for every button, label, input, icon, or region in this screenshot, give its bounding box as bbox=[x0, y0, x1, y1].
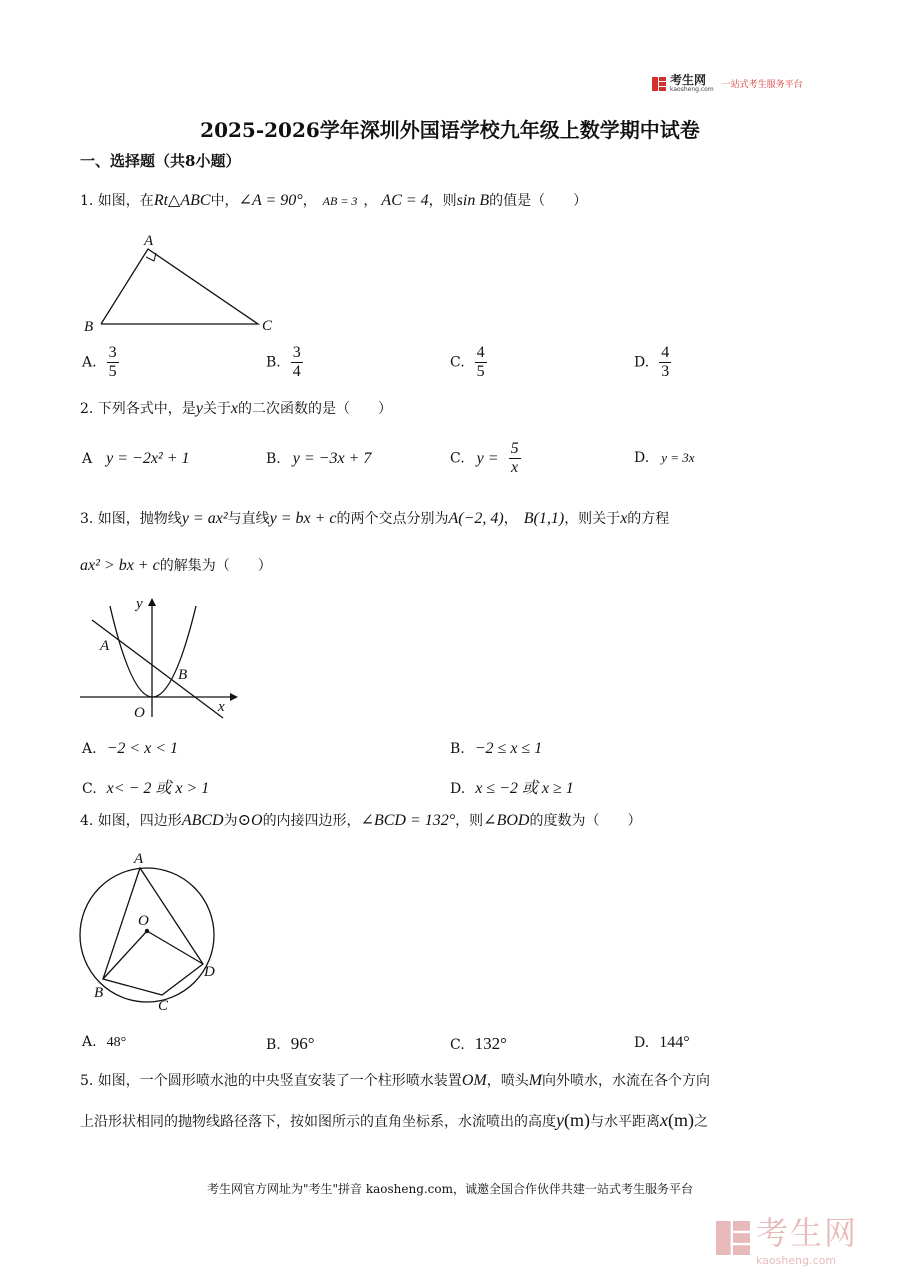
q1-sep1: ， bbox=[302, 193, 317, 209]
q4-mid3: ，则 bbox=[455, 813, 484, 829]
q3-option-a[interactable] bbox=[82, 740, 178, 758]
q5-math-om: OM bbox=[461, 1072, 487, 1089]
option-letter: C. bbox=[450, 450, 465, 467]
option-expr: 96° bbox=[290, 1034, 315, 1053]
q5-unit-2: (m) bbox=[668, 1110, 694, 1130]
option-letter: C. bbox=[450, 1037, 465, 1053]
q3-label-o: O bbox=[134, 705, 145, 721]
q3-post: 的方程 bbox=[627, 511, 670, 527]
q1-math-sinb: sin B bbox=[456, 192, 490, 209]
q1-option-c[interactable] bbox=[450, 344, 487, 381]
center-dot bbox=[145, 929, 149, 933]
q3-math-inequality: ax² > bx + c bbox=[80, 557, 160, 574]
q3-math-point-a: A(−2, 4) bbox=[448, 510, 504, 527]
fraction-num: 3 bbox=[292, 344, 301, 361]
logo-brand: 考生网 bbox=[670, 73, 707, 87]
q3-math-point-b: B(1,1) bbox=[523, 510, 565, 527]
q2-option-a[interactable] bbox=[82, 450, 190, 468]
logo-domain: kaosheng.com bbox=[670, 86, 714, 93]
option-letter: A. bbox=[82, 741, 97, 757]
fraction-num: 5 bbox=[510, 440, 519, 457]
triangle-abc bbox=[101, 249, 258, 324]
q4-math-angle-bcd: ∠BCD = 132° bbox=[360, 812, 456, 829]
q1-mid2: ，则 bbox=[428, 193, 457, 209]
q4-option-a[interactable] bbox=[82, 1034, 126, 1051]
option-lhs: y = bbox=[476, 449, 499, 467]
question-1-text bbox=[80, 190, 587, 210]
q2-option-b[interactable] bbox=[266, 450, 371, 468]
q5-line2-mid: 与水平距离 bbox=[590, 1114, 660, 1130]
q2-option-c[interactable] bbox=[450, 440, 521, 477]
option-expr: 132° bbox=[474, 1034, 507, 1053]
line-curve bbox=[92, 620, 223, 718]
q1-math-ac: AC = 4 bbox=[381, 192, 429, 209]
option-letter: A. bbox=[82, 1034, 97, 1050]
q3-mid1: 与直线 bbox=[227, 511, 270, 527]
q3-label-x: x bbox=[218, 699, 225, 715]
q4-label-d: D bbox=[204, 964, 215, 980]
q4-mid1: 为 bbox=[223, 813, 238, 829]
fraction-den: x bbox=[511, 459, 519, 476]
watermark-logo-icon bbox=[716, 1221, 750, 1255]
q3-mid3: ，则关于 bbox=[564, 511, 621, 527]
q4-label-c: C bbox=[158, 998, 169, 1014]
q3-math-x: x bbox=[620, 510, 628, 527]
option-fraction bbox=[509, 440, 521, 477]
question-3-text-line2 bbox=[80, 555, 272, 575]
watermark bbox=[716, 1208, 858, 1267]
q1-label-a: A bbox=[144, 233, 154, 249]
watermark-brand: 考生网 bbox=[756, 1214, 859, 1252]
question-2-text bbox=[80, 398, 392, 418]
quadrilateral-abcd bbox=[103, 868, 203, 995]
q4-math-angle-bod: ∠BOD bbox=[483, 812, 530, 829]
footer-text: 考生网官方网址为"考生"拼音 kaosheng.com，诚邀全国合作伙伴共建一站式考生服务平台 bbox=[206, 1182, 694, 1196]
option-letter: C. bbox=[450, 354, 465, 371]
q1-math-angle: ∠A = 90° bbox=[238, 192, 303, 209]
q4-mid2: 的内接四边形， bbox=[262, 813, 361, 829]
q3-math-line: y = bx + c bbox=[269, 510, 337, 527]
q3-sep: ， bbox=[503, 511, 518, 527]
option-letter: A. bbox=[82, 354, 97, 371]
q5-line2-post: 之 bbox=[694, 1114, 708, 1130]
q1-label-b: B bbox=[84, 319, 94, 335]
segment-ob bbox=[103, 931, 147, 979]
q1-triangle-figure bbox=[78, 228, 288, 340]
fraction-num: 4 bbox=[661, 344, 670, 361]
q2-var-x: x bbox=[230, 400, 239, 417]
option-expr: y = −3x + 7 bbox=[292, 450, 372, 467]
option-fraction bbox=[475, 344, 487, 381]
q2-option-d[interactable] bbox=[634, 450, 695, 466]
x-axis-arrow-icon bbox=[230, 693, 238, 701]
q4-circle-figure bbox=[76, 846, 236, 1016]
question-3-text bbox=[80, 508, 669, 528]
q1-sep2: ， bbox=[363, 193, 378, 209]
q1-post: 的值是（ ） bbox=[489, 193, 588, 209]
q5-unit-1: (m) bbox=[564, 1110, 590, 1130]
option-letter: D. bbox=[634, 450, 650, 466]
option-expr: −2 ≤ x ≤ 1 bbox=[474, 740, 543, 757]
q4-pre: 4. 如图，四边形 bbox=[80, 813, 182, 829]
q2-post: 的二次函数的是（ ） bbox=[238, 401, 393, 417]
option-expr: x ≤ −2 或 x ≥ 1 bbox=[475, 780, 574, 797]
q5-line2-pre: 上沿形状相同的抛物线路径落下，按如图所示的直角坐标系，水流喷出的高度 bbox=[80, 1114, 556, 1130]
q4-option-c[interactable] bbox=[450, 1034, 507, 1054]
fraction-num: 3 bbox=[108, 344, 117, 361]
option-fraction bbox=[107, 344, 119, 381]
question-5-text-line2 bbox=[80, 1110, 708, 1131]
segment-od bbox=[147, 931, 203, 964]
q4-post: 的度数为（ ） bbox=[529, 813, 642, 829]
option-expr: y = −2x² + 1 bbox=[106, 450, 190, 467]
q3-graph-figure bbox=[80, 592, 240, 728]
question-4-text bbox=[80, 810, 641, 830]
q3-option-d[interactable] bbox=[450, 775, 574, 798]
option-expr: y = 3x bbox=[661, 450, 695, 465]
page-title: 2025-2026学年深圳外国语学校九年级上数学期中试卷 bbox=[200, 118, 700, 142]
circle-o bbox=[80, 868, 214, 1002]
option-letter: B. bbox=[266, 354, 281, 371]
q3-option-b[interactable] bbox=[450, 740, 542, 758]
logo-slogan: 一站式考生服务平台 bbox=[721, 80, 803, 90]
option-letter: B. bbox=[450, 741, 465, 757]
q4-math-quad: ABCD bbox=[181, 812, 224, 829]
option-letter: D. bbox=[634, 1035, 650, 1051]
q5-math-m: M bbox=[528, 1072, 543, 1089]
q1-math-ab: AB = 3 bbox=[322, 194, 358, 208]
q4-option-b[interactable] bbox=[266, 1034, 315, 1054]
q3-label-a: A bbox=[100, 638, 110, 654]
q3-math-parabola: y = ax² bbox=[181, 510, 228, 527]
q5-line1-mid: ，喷头 bbox=[486, 1073, 529, 1089]
option-letter: C. bbox=[82, 781, 97, 797]
fraction-num: 4 bbox=[476, 344, 485, 361]
q2-var-y: y bbox=[195, 400, 203, 417]
option-expr: −2 < x < 1 bbox=[106, 740, 179, 757]
y-axis-arrow-icon bbox=[148, 598, 156, 606]
q1-pre: 1. 如图，在 bbox=[80, 193, 154, 209]
q3-mid2: 的两个交点分别为 bbox=[336, 511, 449, 527]
q4-label-b: B bbox=[94, 985, 104, 1001]
q1-label-c: C bbox=[262, 318, 273, 334]
option-expr: x< − 2 或 x > 1 bbox=[106, 780, 210, 797]
q3-option-c[interactable] bbox=[82, 775, 209, 798]
option-letter: A bbox=[82, 451, 93, 467]
q3-pre: 3. 如图，抛物线 bbox=[80, 511, 182, 527]
kaosheng-logo-icon bbox=[652, 77, 666, 91]
option-letter: D. bbox=[450, 781, 466, 797]
watermark-domain: kaosheng.com bbox=[756, 1254, 837, 1267]
q2-mid: 关于 bbox=[202, 401, 231, 417]
q3-line2-post: 的解集为（ ） bbox=[159, 558, 272, 574]
header-logo bbox=[652, 74, 803, 93]
option-letter: D. bbox=[634, 354, 650, 371]
q1-math-triangle: Rt△ABC bbox=[153, 192, 211, 209]
q4-label-o: O bbox=[138, 913, 149, 929]
option-letter: B. bbox=[266, 1037, 281, 1053]
q3-label-b: B bbox=[178, 667, 188, 683]
option-expr: 48° bbox=[106, 1035, 127, 1050]
q3-label-y: y bbox=[136, 596, 143, 612]
q5-line1-pre: 5. 如图，一个圆形喷水池的中央竖直安装了一个柱形喷水装置 bbox=[80, 1073, 462, 1089]
option-fraction bbox=[659, 344, 671, 381]
q1-option-a[interactable] bbox=[82, 344, 119, 381]
q1-option-d[interactable] bbox=[634, 344, 671, 381]
q5-line1-post: 向外喷水，水流在各个方向 bbox=[542, 1073, 711, 1089]
fraction-den: 5 bbox=[476, 363, 485, 380]
question-5-text bbox=[80, 1070, 710, 1090]
q4-math-circle: ⊙O bbox=[237, 812, 263, 829]
section-heading: 一、选择题（共8小题） bbox=[80, 152, 241, 170]
fraction-den: 5 bbox=[108, 363, 117, 380]
option-expr: 144° bbox=[659, 1034, 690, 1051]
fraction-den: 3 bbox=[661, 363, 670, 380]
q4-option-d[interactable] bbox=[634, 1034, 690, 1052]
q1-mid1: 中， bbox=[210, 193, 239, 209]
q2-pre: 2. 下列各式中，是 bbox=[80, 401, 196, 417]
fraction-den: 4 bbox=[292, 363, 301, 380]
parabola-curve bbox=[110, 606, 196, 697]
q5-math-x: x bbox=[660, 1110, 668, 1130]
option-fraction bbox=[291, 344, 303, 381]
q5-math-y: y bbox=[556, 1110, 564, 1130]
q4-label-a: A bbox=[134, 851, 144, 867]
option-letter: B. bbox=[266, 451, 281, 467]
q1-option-b[interactable] bbox=[266, 344, 303, 381]
